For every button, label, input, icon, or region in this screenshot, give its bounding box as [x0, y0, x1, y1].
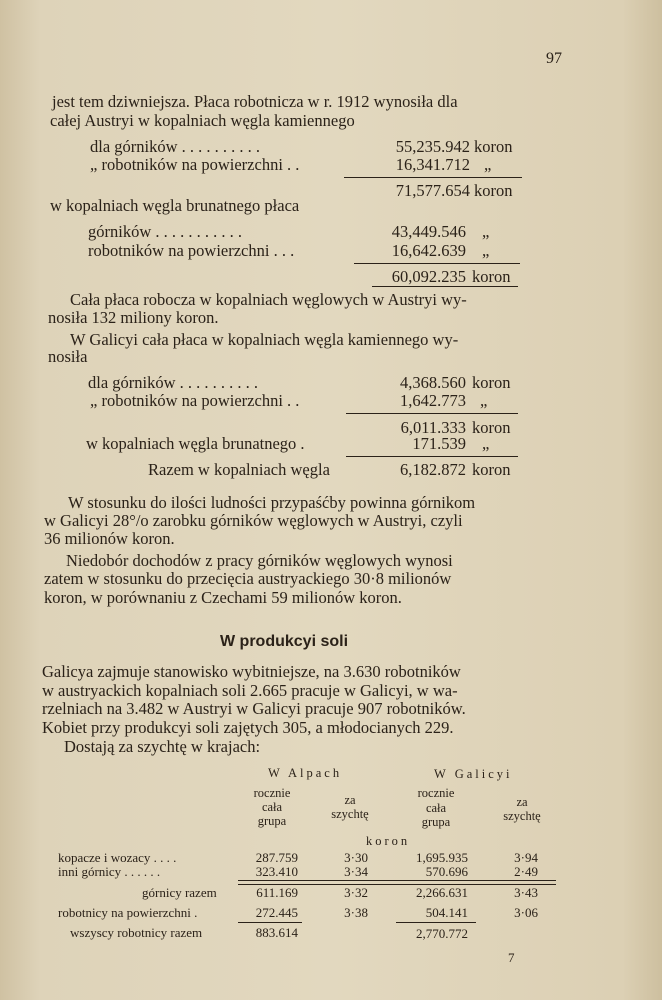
- table-cell: 2,770.772: [416, 926, 468, 941]
- row-label: „ robotników na powierzchni . .: [90, 391, 300, 410]
- row-value: 1,642.773: [400, 391, 466, 410]
- sum-rule: [346, 413, 518, 414]
- table-col-header: grupa: [257, 814, 287, 828]
- table-cell: 1,695.935: [416, 850, 468, 865]
- table-col-header: szychtę: [503, 809, 541, 823]
- paragraph-line: zatem w stosunku do przecięcia austryackiego 30·8 milionów: [44, 569, 452, 588]
- signature-mark: 7: [508, 950, 515, 965]
- table-rule: [396, 922, 476, 923]
- paragraph-line: nosiła 132 miliony koron.: [48, 308, 219, 327]
- total-value: 6,182.872: [400, 460, 466, 479]
- paragraph-line: Cała płaca robocza w kopalniach węglowych w Austryi wy-: [70, 290, 467, 309]
- paragraph-line: jest tem dziwniejsza. Płaca robotnicza w r. 1912 wynosiła dla: [52, 92, 458, 111]
- sum-rule: [344, 177, 522, 178]
- row-unit: „: [482, 434, 490, 453]
- row-value: 16,642.639: [391, 241, 466, 260]
- section-heading: W produkcyi soli: [220, 633, 349, 650]
- table-row-label: wszyscy robotnicy razem: [70, 925, 203, 940]
- table-cell: 2·49: [514, 864, 538, 879]
- sum-rule: [372, 286, 518, 287]
- row-value: 16,341.712: [395, 155, 470, 174]
- row-label: górników . . . . . . . . . . .: [88, 222, 242, 241]
- table-col-header: szychtę: [331, 807, 369, 821]
- table-cell: 3·32: [344, 885, 368, 900]
- table-unit-row: koron: [366, 834, 411, 848]
- paragraph-line: W Galicyi cała płaca w kopalniach węgla kamiennego wy-: [70, 330, 459, 349]
- table-cell: 2,266.631: [416, 885, 468, 900]
- paragraph-line: w kopalniach węgla brunatnego płaca: [50, 196, 300, 215]
- row-unit: koron: [474, 137, 513, 156]
- paragraph-line: Galicya zajmuje stanowisko wybitniejsze, na 3.630 robotników: [42, 662, 461, 681]
- table-row-label: robotnicy na powierzchni .: [58, 905, 198, 920]
- table-cell: 883.614: [255, 925, 298, 940]
- table-group-header: W Galicyi: [434, 767, 513, 781]
- table-col-header: cała: [261, 800, 283, 814]
- row-label: w kopalniach węgla brunatnego .: [86, 434, 305, 453]
- row-value: 171.539: [412, 434, 466, 453]
- paragraph-line: koron, w porównaniu z Czechami 59 milionów koron.: [44, 588, 402, 607]
- table-col-header: grupa: [421, 815, 451, 829]
- table-col-header: rocznie: [253, 786, 291, 800]
- table-group-header: W Alpach: [268, 766, 343, 780]
- paragraph-line: rzelniach na 3.482 w Austryi w Galicyi pracuje 907 robotników.: [42, 699, 466, 718]
- paragraph-line: w austryackich kopalniach soli 2.665 pracuje w Galicyi, w wa-: [42, 681, 458, 700]
- row-unit: „: [484, 155, 492, 174]
- table-col-header: za: [516, 795, 528, 809]
- table-row-label: kopacze i wozacy . . . .: [58, 850, 177, 865]
- table-cell: 3·06: [514, 905, 538, 920]
- paragraph-line: Dostają za szychtę w krajach:: [64, 737, 261, 756]
- table-row-label: górnicy razem: [142, 885, 217, 900]
- total-value: 71,577.654: [395, 181, 470, 200]
- paragraph-line: nosiła: [48, 347, 88, 366]
- row-value: 4,368.560: [400, 373, 466, 392]
- row-label: robotników na powierzchni . . .: [88, 241, 295, 260]
- table-cell: 504.141: [425, 905, 468, 920]
- table-col-header: rocznie: [417, 786, 455, 800]
- row-label: Razem w kopalniach węgla: [148, 460, 330, 479]
- table-cell: 3·43: [514, 885, 538, 900]
- table-cell: 3·94: [514, 850, 538, 865]
- paragraph-line: 36 milionów koron.: [44, 529, 175, 548]
- table-cell: 272.445: [255, 905, 298, 920]
- row-value: 55,235.942: [395, 137, 470, 156]
- paragraph-line: Niedobór dochodów z pracy górników węglowych wynosi: [66, 551, 453, 570]
- table-cell: 3·34: [344, 864, 368, 879]
- table-col-header: cała: [425, 801, 447, 815]
- table-cell: 287.759: [255, 850, 298, 865]
- table-cell: 611.169: [256, 885, 298, 900]
- row-value: 43,449.546: [391, 222, 466, 241]
- row-label: dla górników . . . . . . . . . .: [90, 137, 261, 156]
- row-unit: „: [482, 222, 490, 241]
- sum-rule: [354, 263, 520, 264]
- row-unit: „: [480, 391, 488, 410]
- table-cell: 323.410: [255, 864, 298, 879]
- row-unit: „: [482, 241, 490, 260]
- sum-rule: [346, 456, 518, 457]
- table-cell: 3·30: [344, 850, 368, 865]
- total-unit: koron: [472, 418, 511, 437]
- paragraph-line: Kobiet przy produkcyi soli zajętych 305, a młodocianych 229.: [42, 718, 454, 737]
- total-value: 60,092.235: [391, 267, 466, 286]
- row-unit: koron: [472, 373, 511, 392]
- table-row-label: inni górnicy . . . . . .: [58, 864, 161, 879]
- row-label: „ robotników na powierzchni . .: [90, 155, 300, 174]
- table-cell: 570.696: [425, 864, 468, 879]
- paragraph-line: w Galicyi 28°/o zarobku górników węglowych w Austryi, czyli: [44, 511, 463, 530]
- paragraph-line: W stosunku do ilości ludności przypaśćby powinna górnikom: [68, 493, 476, 512]
- page-number: 97: [546, 50, 562, 67]
- total-unit: koron: [472, 267, 511, 286]
- row-label: dla górników . . . . . . . . . .: [88, 373, 259, 392]
- table-rule: [238, 922, 302, 923]
- total-value: 6,011.333: [400, 418, 466, 437]
- table-cell: 3·38: [344, 905, 368, 920]
- paragraph-line: całej Austryi w kopalniach węgla kamiennego: [50, 111, 355, 130]
- table-col-header: za: [344, 793, 356, 807]
- total-unit: koron: [474, 181, 513, 200]
- total-unit: koron: [472, 460, 511, 479]
